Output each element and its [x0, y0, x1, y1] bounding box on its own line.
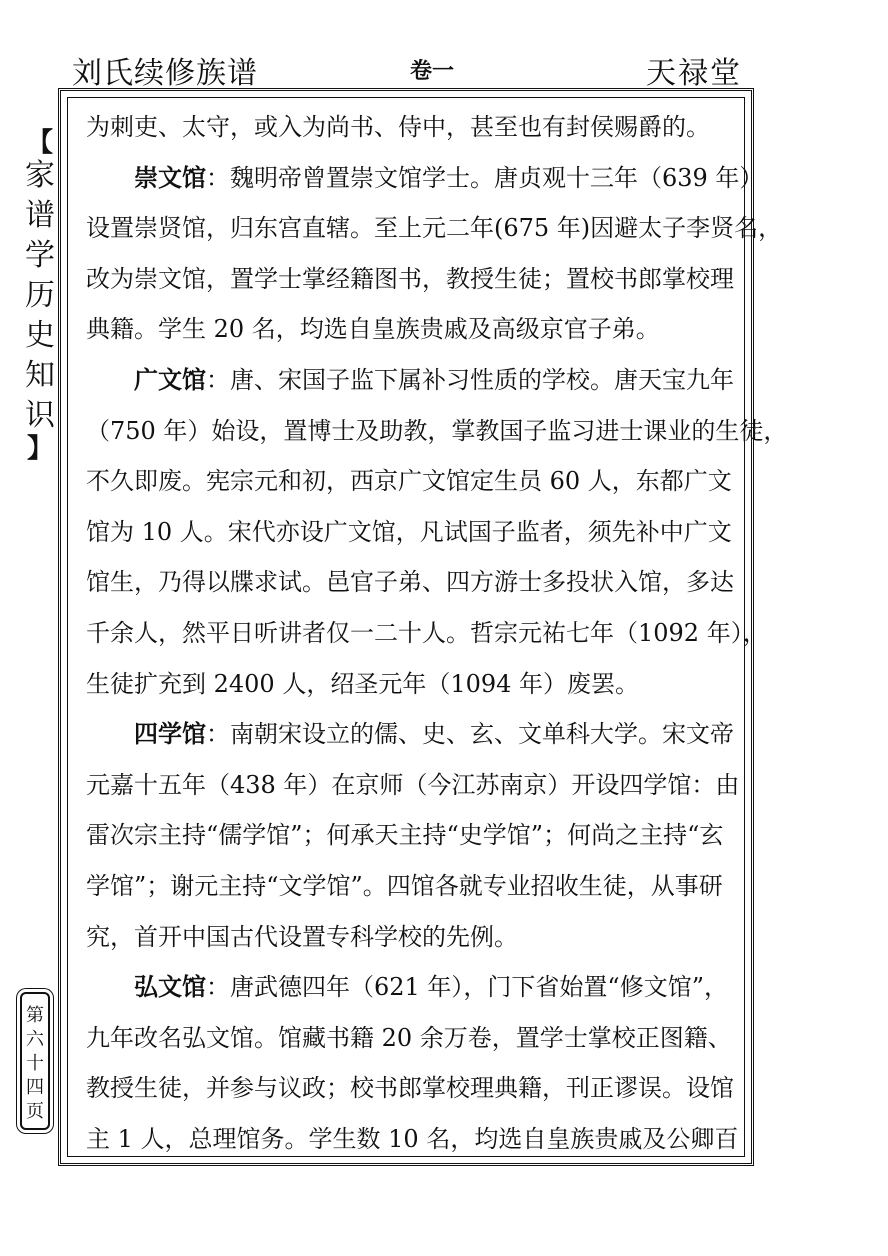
text-line: 九年改名弘文馆。馆藏书籍 20 余万卷，置学士掌校正图籍、	[86, 1023, 732, 1052]
page-number-char: 四	[26, 1077, 44, 1098]
body-text	[86, 102, 788, 1164]
term-chongwenguan: 崇文馆	[134, 162, 206, 192]
genealogy-title: 刘氏续修族谱	[72, 56, 258, 91]
page-number-char: 十	[26, 1053, 44, 1074]
side-title-char: 史	[25, 318, 55, 353]
page-number-char: 页	[26, 1101, 44, 1122]
side-title-char: 历	[25, 278, 55, 313]
text-line: 典籍。学生 20 名，均选自皇族贵戚及高级京官子弟。	[86, 315, 660, 344]
text-line: 改为崇文馆，置学士掌经籍图书，教授生徒；置校书郎掌校理	[86, 264, 734, 293]
text-line: 不久即废。宪宗元和初，西京广文馆定生员 60 人，东都广文	[86, 467, 732, 496]
page-number-char: 第	[26, 1005, 44, 1026]
text-span: ：魏明帝曾置崇文馆学士。唐贞观十三年（639 年）	[206, 163, 764, 192]
text-line	[86, 709, 746, 760]
text-line: 教授生徒，并参与议政；校书郎掌校理典籍，刊正谬误。设馆	[86, 1074, 734, 1103]
text-line: 为刺吏、太守，或入为尚书、侍中，甚至也有封侯赐爵的。	[86, 113, 710, 141]
page-number-char: 六	[26, 1029, 44, 1050]
text-line: 千余人，然平日听讲者仅一二十人。哲宗元祐七年（1092 年），	[86, 618, 767, 647]
text-span: ：唐武德四年（621 年），门下省始置“修文馆”，	[206, 973, 728, 1002]
side-section-title	[22, 130, 58, 462]
hall-name: 天禄堂	[646, 56, 742, 91]
page-number-badge	[20, 992, 50, 1130]
text-line: 雷次宗主持“儒学馆”；何承天主持“史学馆”；何尚之主持“玄	[86, 821, 724, 850]
text-line: 究，首开中国古代设置专科学校的先例。	[86, 922, 518, 951]
side-title-char: 谱	[25, 198, 55, 233]
text-line: 设置崇贤馆，归东宫直辖。至上元二年(675 年)因避太子李贤名，	[86, 214, 783, 243]
text-span: ：唐、宋国子监下属补习性质的学校。唐天宝九年	[206, 365, 734, 394]
term-guangwenguan: 广文馆	[134, 364, 206, 394]
text-line	[86, 355, 746, 406]
text-line: （750 年）始设，置博士及助教，掌教国子监习进士课业的生徒，	[86, 416, 788, 445]
text-line: 馆为 10 人。宋代亦设广文馆，凡试国子监者，须先补中广文	[86, 517, 732, 546]
page-header	[60, 48, 760, 92]
text-line: 生徒扩充到 2400 人，绍圣元年（1094 年）废罢。	[86, 669, 640, 698]
side-title-char: 知	[25, 358, 55, 393]
text-line: 主 1 人，总理馆务。学生数 10 名，均选自皇族贵戚及公卿百	[86, 1124, 739, 1153]
side-title-char: 家	[25, 158, 55, 193]
text-span: ：南朝宋设立的儒、史、玄、文单科大学。宋文帝	[206, 720, 734, 749]
term-hongwenguan: 弘文馆	[134, 972, 206, 1002]
side-title-char: 学	[25, 238, 55, 273]
side-title-close-bracket: 】	[26, 434, 53, 464]
text-line: 馆生，乃得以牒求试。邑官子弟、四方游士多投状入馆，多达	[86, 568, 734, 597]
text-line: 学馆”；谢元主持“文学馆”。四馆各就专业招收生徒，从事研	[86, 871, 723, 900]
side-title-char: 识	[25, 398, 55, 433]
text-line	[86, 153, 764, 204]
volume-label: 卷一	[410, 58, 455, 84]
side-title-open-bracket: 【	[26, 128, 53, 158]
text-line: 元嘉十五年（438 年）在京师（今江苏南京）开设四学馆：由	[86, 770, 740, 799]
term-sixueguan: 四学馆	[134, 719, 206, 749]
text-line	[86, 962, 746, 1013]
